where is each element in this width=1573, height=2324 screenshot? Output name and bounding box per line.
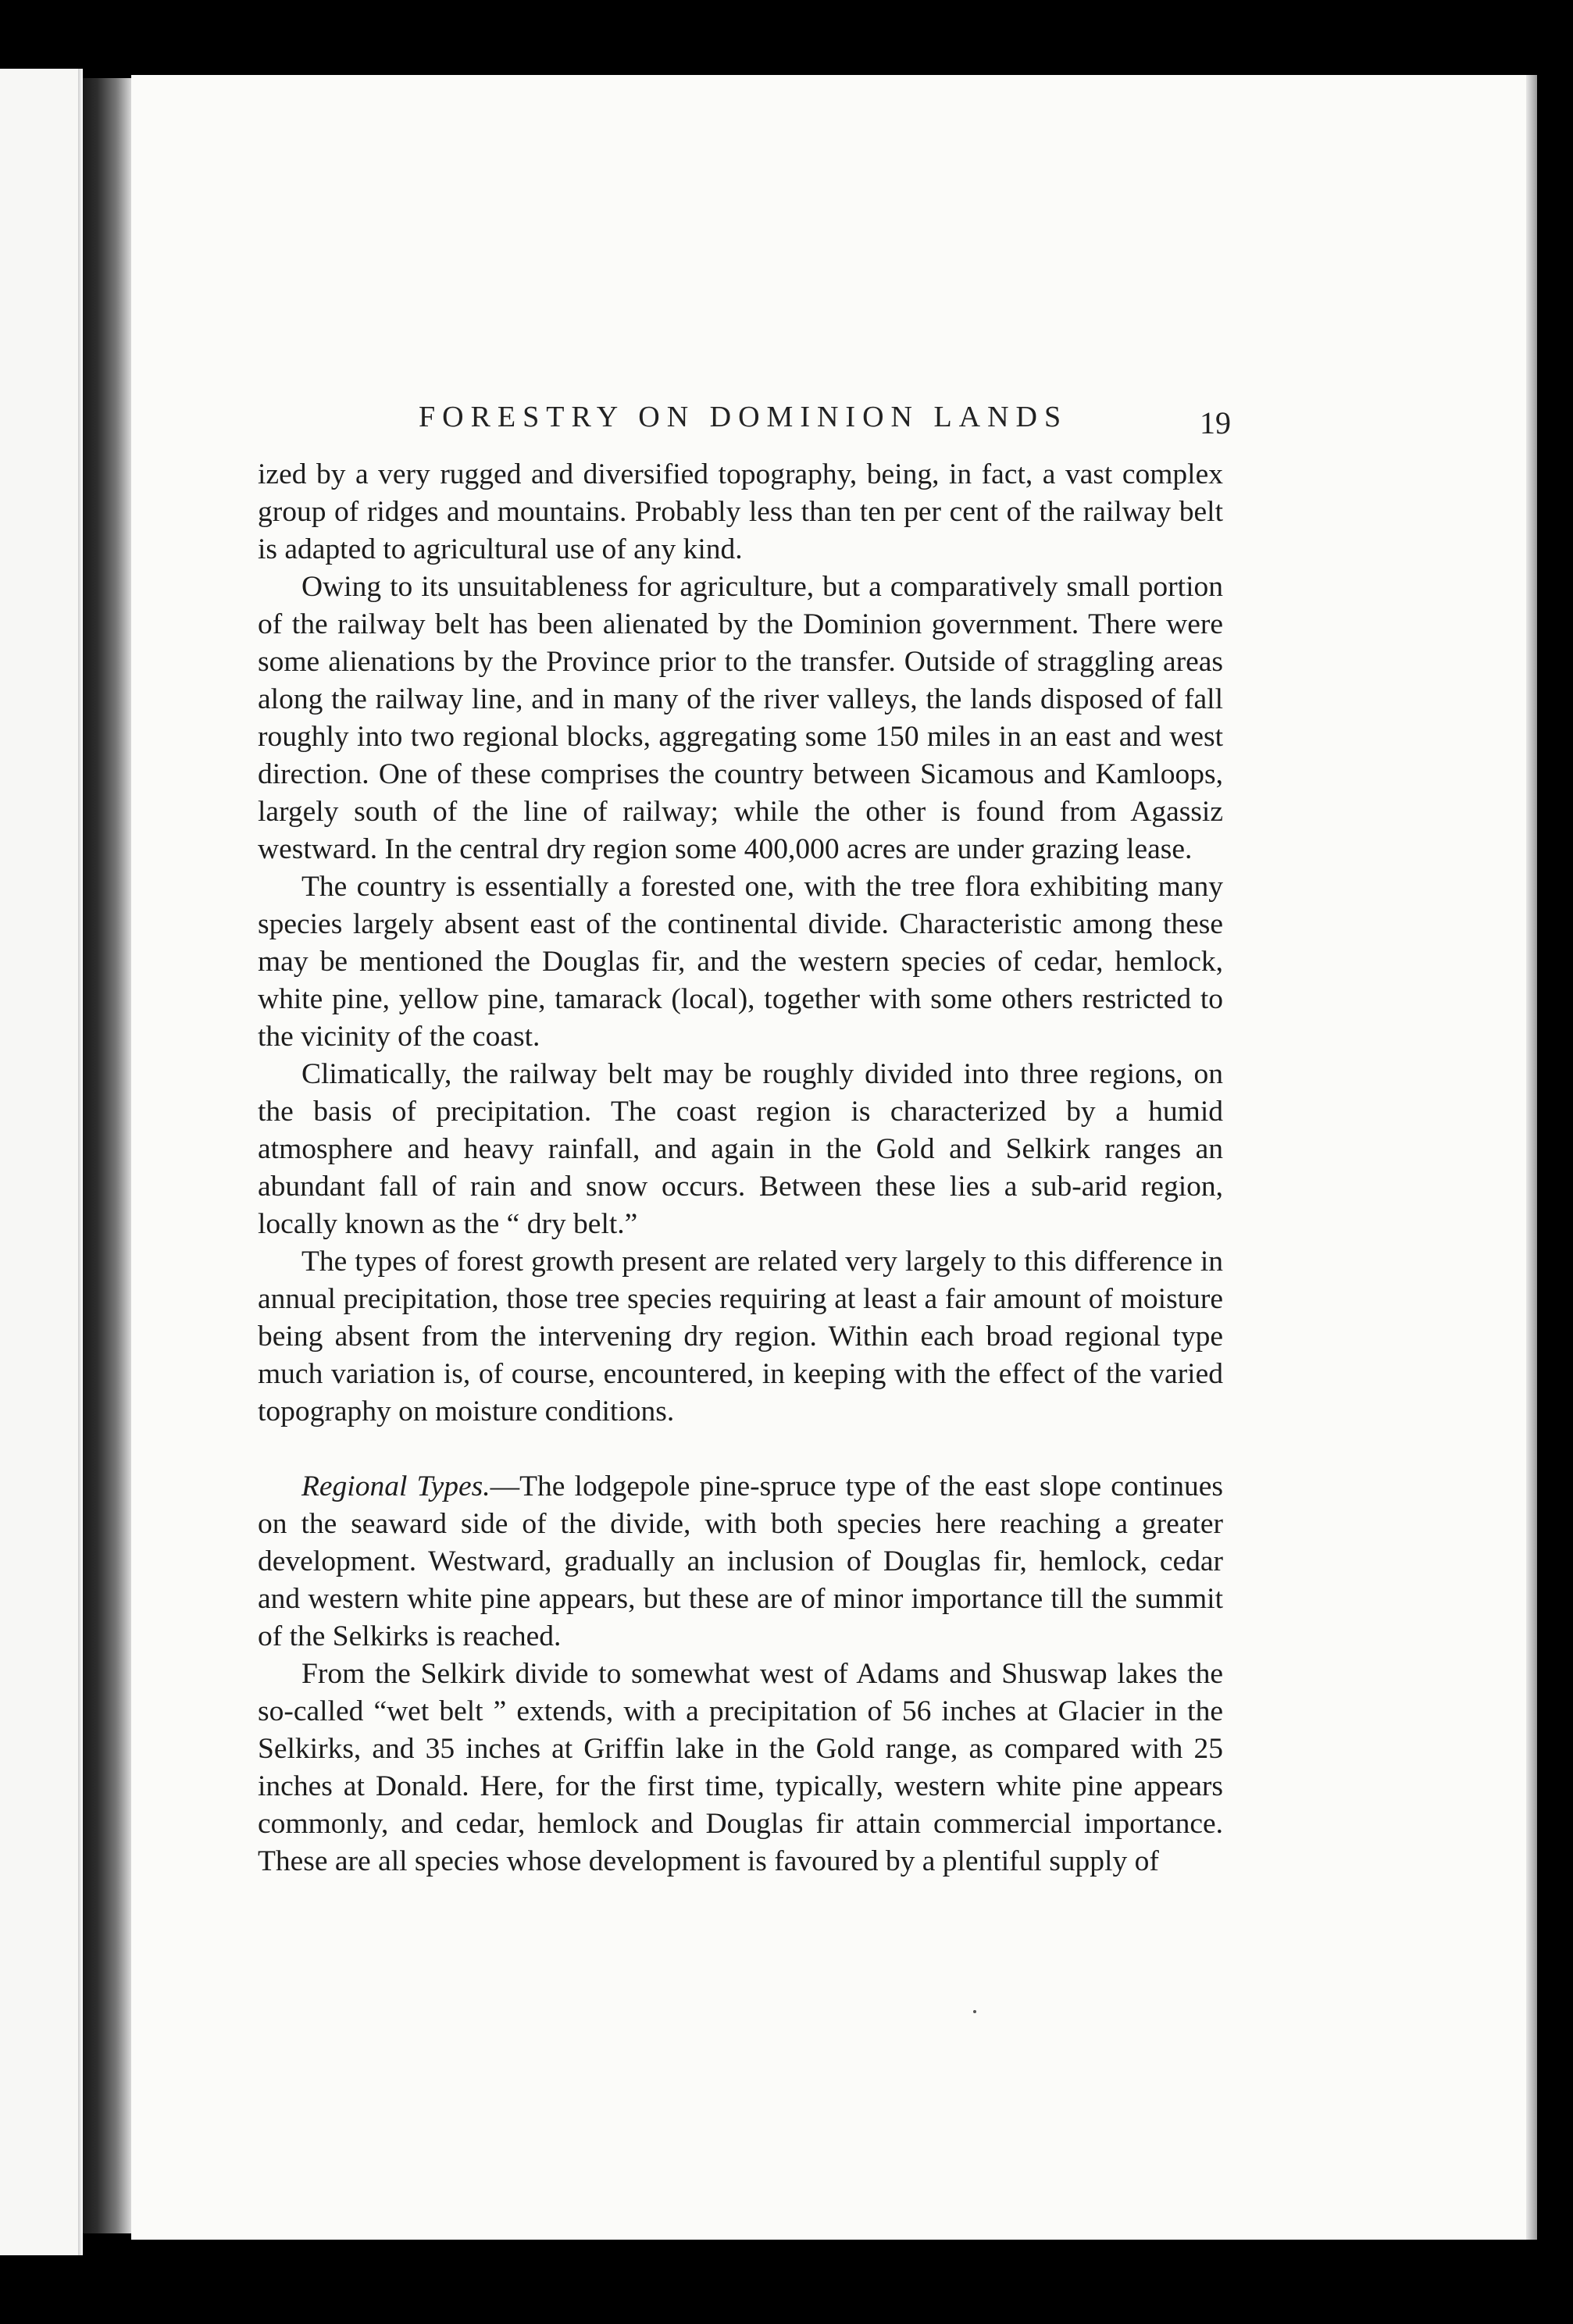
- paragraph-5: The types of forest growth present are related very largely to this difference in annual precipitation, those tree species requiring at least a fair amount of moisture being absent from the intervening dry region. Within each broad regional type much variation is, of course, encountered, in keeping with the effect of the varied topography on moisture conditions.: [258, 1246, 1223, 1428]
- paragraph-6: [258, 1468, 1223, 1656]
- paragraph-1: ized by a very rugged and diversified topography, being, in fact, a vast complex group of ridges and mountains. Probably less than ten per cent of the railway belt is adapted to agricultural use of any kind.: [258, 458, 1223, 565]
- binding-gutter: [83, 78, 131, 2233]
- paragraph-2: Owing to its unsuitableness for agriculture, but a comparatively small portion of the railway belt has been alienated by the Dominion government. There were some alienations by the Province prior to the transfer. Outside of straggling areas along the railway line, and in many of the river valleys, the lands disposed of fall roughly into two regional blocks, aggregating some 150 miles in an east and west direction. One of these comprises the country between Sicamous and Kamloops, largely south of the line of railway; while the other is found from Agassiz westward. In the central dry region some 400,000 acres are under grazing lease.: [258, 571, 1223, 865]
- page-header: [131, 394, 1526, 448]
- section-heading: Regional Types.: [301, 1470, 490, 1502]
- paragraph-6-text: —The lodgepole pine-spruce type of the east slope continues on the seaward side of the divide, with both species here reaching a greater development. Westward, gradually an inclusion of Douglas fir, hemlock, cedar and western white pine appears, but these are of minor importance till the summit of the Selkirks is reached.: [258, 1470, 1224, 1652]
- page-body: [258, 456, 1223, 1880]
- paragraph-3: The country is essentially a forested one, with the tree flora exhibiting many species largely absent east of the continental divide. Characteristic among these may be mentioned the Douglas fir, and the western species of cedar, hemlock, white pine, yellow pine, tamarack (local), together with some others restricted to the vicinity of the coast.: [258, 871, 1223, 1053]
- book-page: [131, 75, 1526, 2240]
- facing-page-edge: [0, 69, 78, 2255]
- running-title: FORESTRY ON DOMINION LANDS: [419, 401, 1068, 433]
- page-number: 19: [1200, 405, 1231, 440]
- paragraph-7: From the Selkirk divide to somewhat west of Adams and Shuswap lakes the so-called “wet belt ” extends, with a precipitation of 56 inches at Glacier in the Selkirks, and 35 inches at Griffin lake in the Gold range, as compared with 25 inches at Donald. Here, for the first time, typically, western white pine appears commonly, and cedar, hemlock and Douglas fir attain commercial importance. These are all species whose development is favoured by a plentiful supply of: [258, 1658, 1223, 1877]
- page-edge-shadow: [1526, 75, 1537, 2240]
- paragraph-4: Climatically, the railway belt may be roughly divided into three regions, on the basis of precipitation. The coast region is characterized by a humid atmosphere and heavy rainfall, and again in the Gold and Selkirk ranges an abundant fall of rain and snow occurs. Between these lies a sub-arid region, locally known as the “ dry belt.”: [258, 1058, 1223, 1240]
- paper-speck: [973, 2010, 976, 2013]
